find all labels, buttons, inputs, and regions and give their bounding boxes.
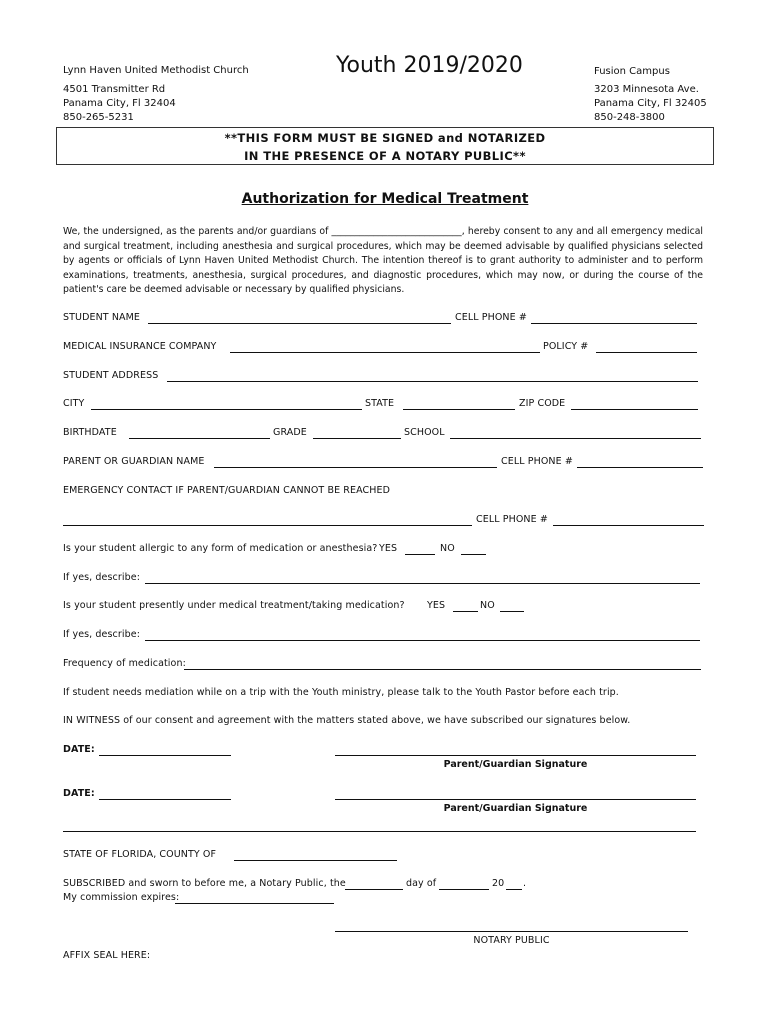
consent-paragraph: We, the undersigned, as the parents and/or guardians of ____________________________, hereby consent to any and all emergency medical and surgical treatment, including anesthesia and surgical procedures, which may be deemed advisable by qualified physicians selected by agents or officials of Lynn Haven United Methodist Church. The intention thereof is to grant authority to administer and to perform examinations, treatments, anesthesia, surgical procedures, and diagnostic procedures, which may now, or during the course of the patient's care be deemed advisable or necessary by qualified physicians. [63, 226, 703, 296]
policy-field[interactable] [596, 352, 697, 353]
date-field-2[interactable] [99, 799, 231, 800]
allergy-no-field[interactable] [461, 554, 486, 555]
date-label-2: DATE: [63, 788, 95, 799]
subscribed-text: SUBSCRIBED and sworn to before me, a Notary Public, the [63, 878, 346, 889]
school-label: SCHOOL [404, 427, 445, 438]
policy-label: POLICY # [543, 341, 589, 352]
campus-address: 3203 Minnesota Ave. [594, 84, 699, 95]
insurance-label: MEDICAL INSURANCE COMPANY [63, 341, 217, 352]
student-name-field[interactable] [148, 323, 451, 324]
zip-label: ZIP CODE [519, 398, 566, 409]
commission-field[interactable] [175, 903, 334, 904]
county-field[interactable] [234, 860, 397, 861]
address-field[interactable] [167, 381, 698, 382]
emergency-label: EMERGENCY CONTACT IF PARENT/GUARDIAN CANNOT BE REACHED [63, 485, 391, 496]
birthdate-field[interactable] [129, 438, 270, 439]
school-field[interactable] [450, 438, 701, 439]
trip-note: If student needs mediation while on a trip with the Youth ministry, please talk to the Youth Pastor before each trip. [63, 687, 619, 698]
allergy-describe-label: If yes, describe: [63, 572, 140, 583]
allergy-yes-label: YES [379, 543, 398, 554]
period: . [523, 878, 527, 889]
zip-field[interactable] [571, 409, 698, 410]
emergency-cell-field[interactable] [553, 525, 704, 526]
student-name-label: STUDENT NAME [63, 312, 141, 323]
parent-label: PARENT OR GUARDIAN NAME [63, 456, 205, 467]
parent-cell-field[interactable] [577, 467, 703, 468]
treatment-describe-field[interactable] [145, 640, 700, 641]
campus-city: Panama City, Fl 32405 [594, 98, 707, 109]
notary-notice-box [56, 127, 714, 165]
year-prefix: 20 [492, 878, 505, 889]
insurance-field[interactable] [230, 352, 540, 353]
church-phone: 850-265-5231 [63, 112, 134, 123]
church-address: 4501 Transmitter Rd [63, 84, 166, 95]
state-field[interactable] [403, 409, 515, 410]
grade-label: GRADE [273, 427, 307, 438]
county-label: STATE OF FLORIDA, COUNTY OF [63, 849, 217, 860]
parent-signature-label-1: Parent/Guardian Signature [443, 759, 588, 770]
date-label-1: DATE: [63, 744, 95, 755]
day-of-label: day of [406, 878, 437, 889]
treatment-question: Is your student presently under medical treatment/taking medication? [63, 600, 405, 611]
student-cell-field[interactable] [531, 323, 697, 324]
parent-signature-field-1[interactable] [335, 755, 696, 756]
date-field-1[interactable] [99, 755, 231, 756]
student-cell-label: CELL PHONE # [455, 312, 527, 323]
treatment-no-field[interactable] [500, 611, 524, 612]
grade-field[interactable] [313, 438, 401, 439]
commission-label: My commission expires: [63, 892, 180, 903]
emergency-cell-label: CELL PHONE # [476, 514, 548, 525]
year-field[interactable] [506, 889, 522, 890]
section-divider [63, 831, 696, 832]
notary-public-label: NOTARY PUBLIC [473, 935, 550, 946]
notice-line-1: **THIS FORM MUST BE SIGNED and NOTARIZED [224, 131, 546, 145]
form-heading: Authorization for Medical Treatment [241, 191, 529, 207]
page-title: Youth 2019/2020 [336, 53, 523, 78]
state-label: STATE [365, 398, 395, 409]
frequency-label: Frequency of medication: [63, 658, 186, 669]
church-city: Panama City, Fl 32404 [63, 98, 176, 109]
parent-signature-field-2[interactable] [335, 799, 696, 800]
allergy-yes-field[interactable] [405, 554, 435, 555]
frequency-field[interactable] [184, 669, 701, 670]
campus-name: Fusion Campus [594, 66, 670, 77]
notice-line-2: IN THE PRESENCE OF A NOTARY PUBLIC** [244, 149, 526, 163]
birthdate-label: BIRTHDATE [63, 427, 117, 438]
affix-seal-label: AFFIX SEAL HERE: [63, 950, 151, 961]
city-field[interactable] [91, 409, 362, 410]
city-label: CITY [63, 398, 85, 409]
allergy-question: Is your student allergic to any form of medication or anesthesia? [63, 543, 378, 554]
parent-signature-label-2: Parent/Guardian Signature [443, 803, 588, 814]
parent-cell-label: CELL PHONE # [501, 456, 573, 467]
campus-phone: 850-248-3800 [594, 112, 665, 123]
treatment-yes-field[interactable] [453, 611, 478, 612]
church-name: Lynn Haven United Methodist Church [63, 65, 249, 76]
day-field[interactable] [345, 889, 403, 890]
parent-field[interactable] [214, 467, 497, 468]
allergy-no-label: NO [440, 543, 455, 554]
witness-statement: IN WITNESS of our consent and agreement with the matters stated above, we have subscribed our signatures below. [63, 715, 631, 726]
address-label: STUDENT ADDRESS [63, 370, 159, 381]
treatment-describe-label: If yes, describe: [63, 629, 140, 640]
treatment-yes-label: YES [427, 600, 446, 611]
month-field[interactable] [439, 889, 489, 890]
allergy-describe-field[interactable] [145, 583, 700, 584]
notary-signature-field[interactable] [335, 931, 688, 932]
emergency-name-field[interactable] [63, 525, 472, 526]
treatment-no-label: NO [480, 600, 495, 611]
